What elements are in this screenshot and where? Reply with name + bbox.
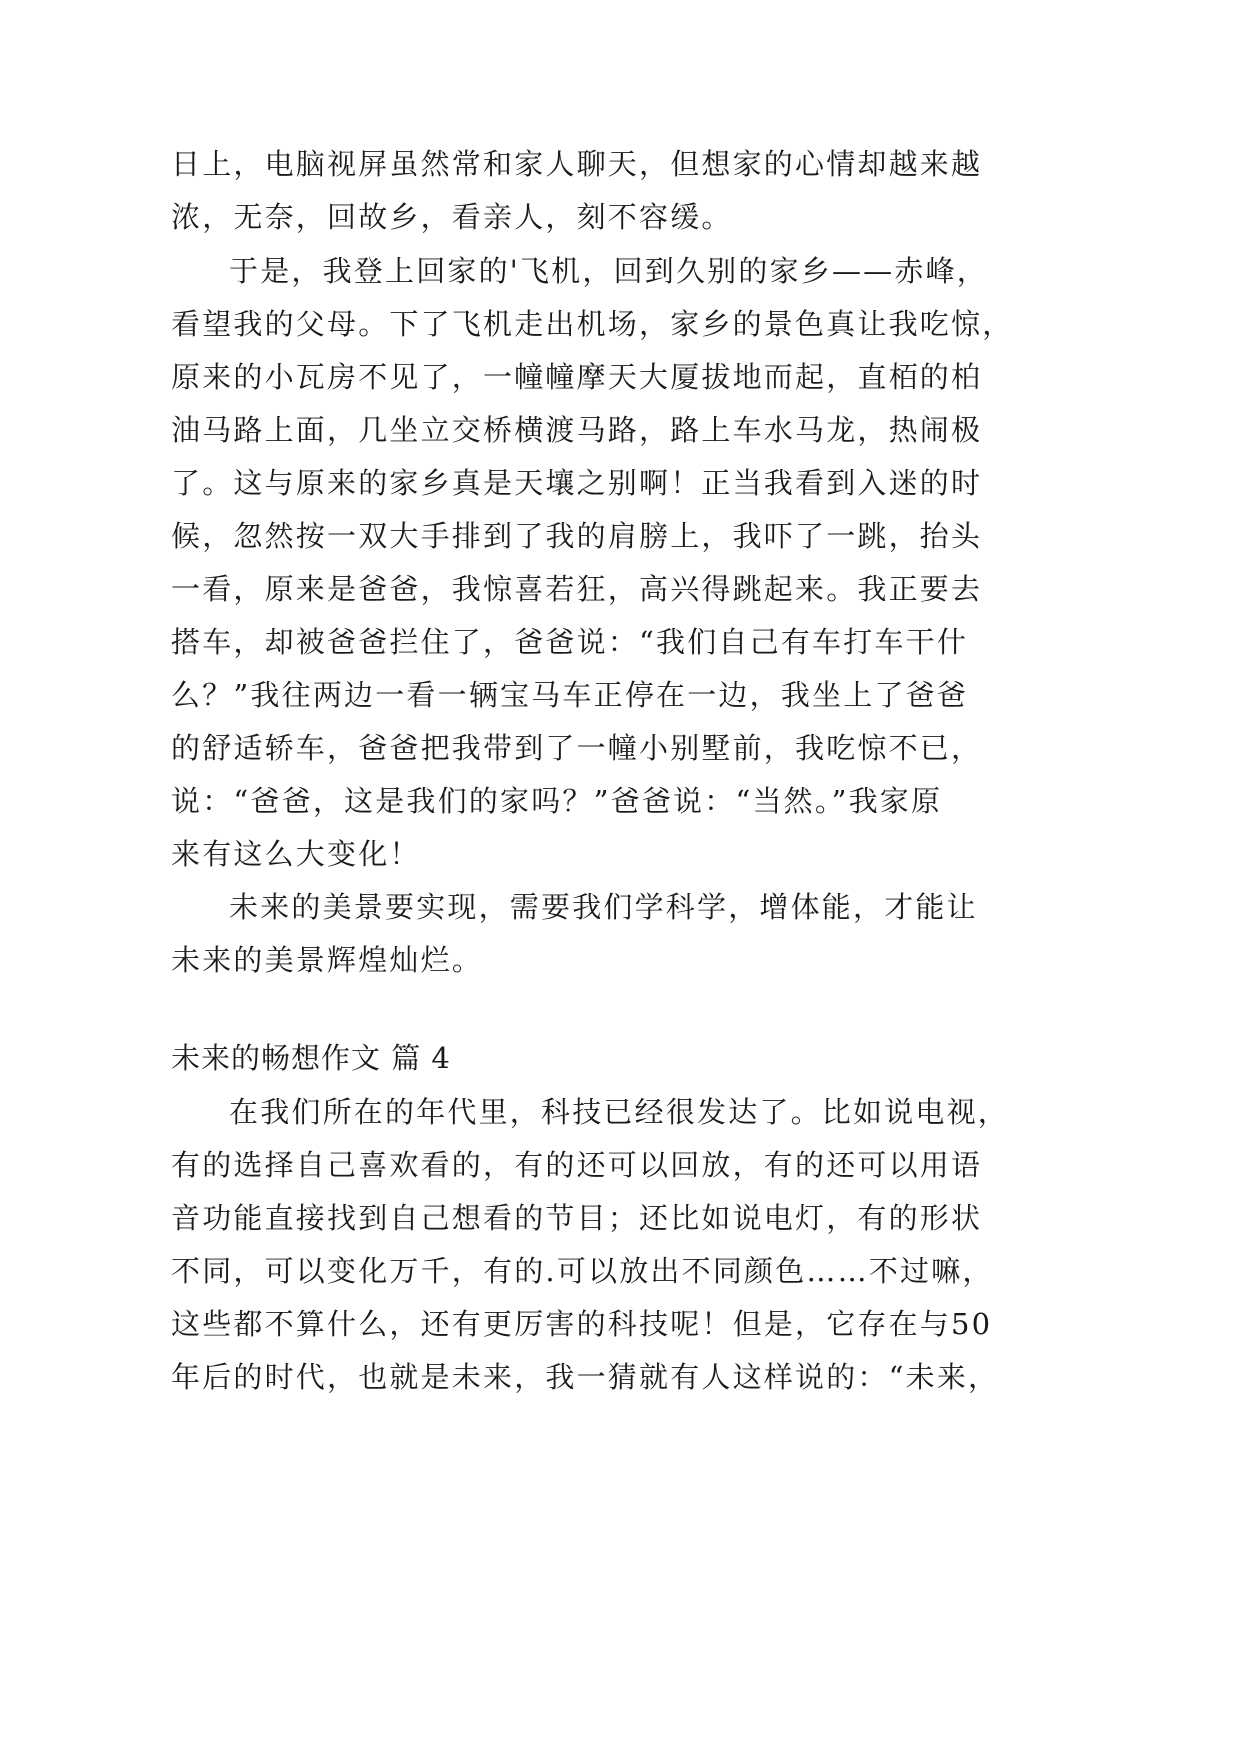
- paragraph-line: 不同，可以变化万千，有的.可以放出不同颜色……不过嘛，: [171, 1254, 994, 1288]
- paragraph-line: 的舒适轿车，爸爸把我带到了一幢小别墅前，我吃惊不已，: [171, 731, 983, 765]
- paragraph-line: 搭车，却被爸爸拦住了，爸爸说：“我们自己有车打车干什: [171, 625, 969, 659]
- paragraph-line: 原来的小瓦房不见了，一幢幢摩天大厦拔地而起，直栢的柏: [171, 360, 983, 394]
- section-heading: 未来的畅想作文 篇 4: [171, 1041, 451, 1075]
- paragraph-line: 了。这与原来的家乡真是天壤之别啊！正当我看到入迷的时: [171, 466, 983, 500]
- paragraph-line: 音功能直接找到自己想看的节目；还比如说电灯，有的形状: [171, 1201, 983, 1235]
- paragraph-line: 有的选择自己喜欢看的，有的还可以回放，有的还可以用语: [171, 1148, 983, 1182]
- paragraph-line: 于是，我登上回家的'飞机，回到久别的家乡——赤峰，: [229, 254, 988, 288]
- paragraph-line: 日上，电脑视屏虽然常和家人聊天，但想家的心情却越来越: [171, 147, 983, 181]
- paragraph-line: 这些都不算什么，还有更厉害的科技呢！但是，它存在与50: [171, 1307, 993, 1341]
- paragraph-line: 候，忽然按一双大手排到了我的肩膀上，我吓了一跳，抬头: [171, 519, 983, 553]
- paragraph-line: 看望我的父母。下了飞机走出机场，家乡的景色真让我吃惊，: [171, 307, 1014, 341]
- paragraph-line: 年后的时代，也就是未来，我一猜就有人这样说的：“未来，: [171, 1360, 1000, 1394]
- paragraph-line: 么？”我往两边一看一辆宝马车正停在一边，我坐上了爸爸: [171, 678, 969, 712]
- paragraph-line: 浓，无奈，回故乡，看亲人，刻不容缓。: [171, 200, 733, 234]
- paragraph-line: 未来的美景要实现，需要我们学科学，增体能，才能让: [229, 890, 978, 924]
- paragraph-line: 来有这么大变化！: [171, 837, 421, 871]
- paragraph-line: 在我们所在的年代里，科技已经很发达了。比如说电视，: [229, 1095, 1010, 1129]
- paragraph-line: 未来的美景辉煌灿烂。: [171, 943, 484, 977]
- paragraph-line: 一看，原来是爸爸，我惊喜若狂，高兴得跳起来。我正要去: [171, 572, 983, 606]
- paragraph-line: 说：“爸爸，这是我们的家吗？”爸爸说：“当然。”我家原: [171, 784, 943, 818]
- paragraph-line: 油马路上面，几坐立交桥横渡马路，路上车水马龙，热闹极: [171, 413, 983, 447]
